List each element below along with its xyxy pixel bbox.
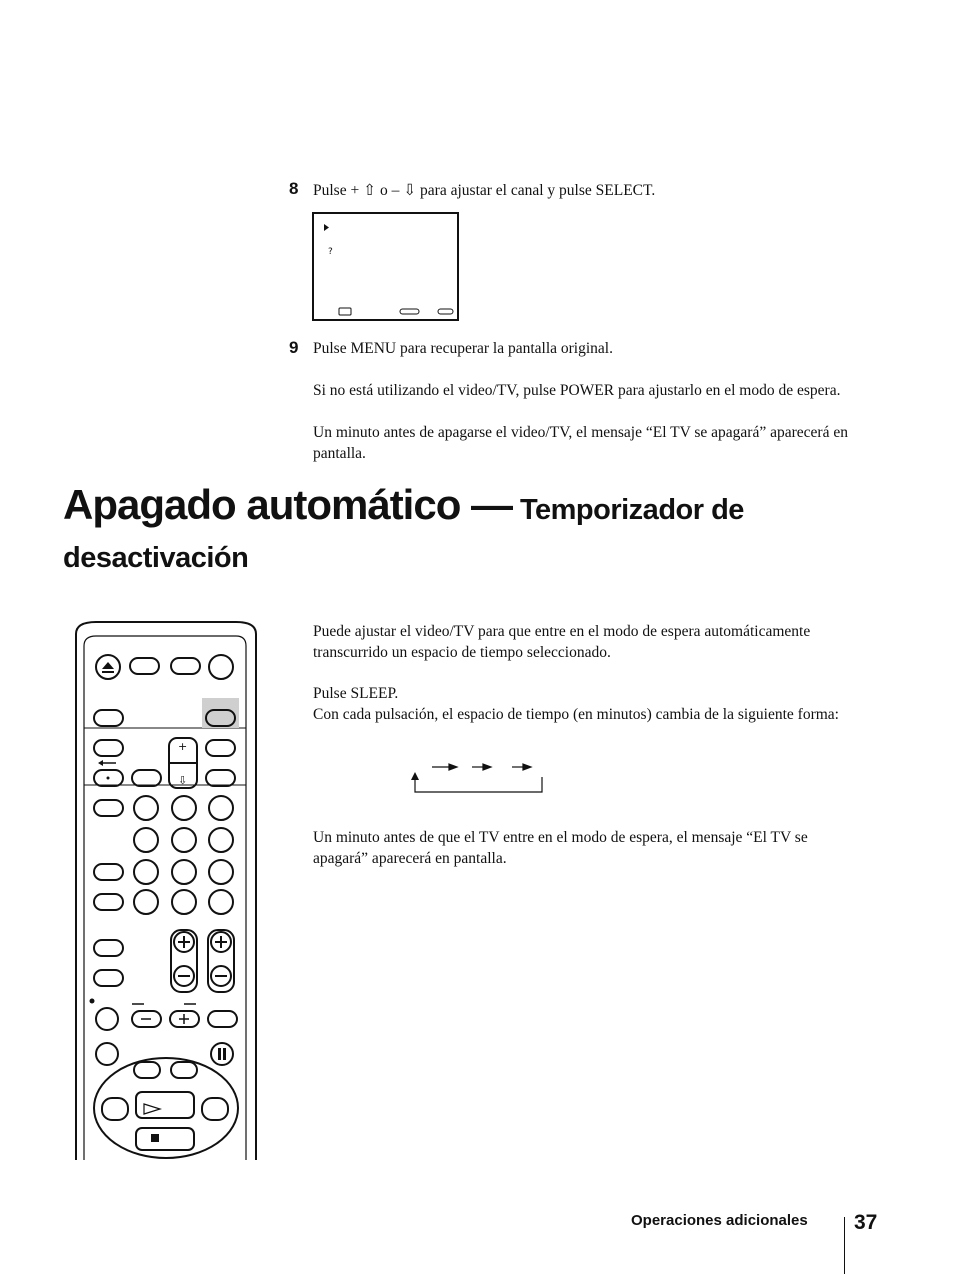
- step-9-note-power: Si no está utilizando el video/TV, pulse POWER para ajustarlo en el modo de espera.: [313, 382, 841, 399]
- svg-text:⇩: ⇩: [178, 774, 188, 787]
- sleep-warning-text: Un minuto antes de que el TV entre en el modo de espera, el mensaje “El TV se apagará” aparecerá en pantalla.: [313, 829, 808, 867]
- step-9-text: Pulse MENU para recuperar la pantalla original.: [313, 340, 613, 357]
- remote-control-graphic: [74, 620, 258, 1160]
- sleep-explanation: Con cada pulsación, el espacio de tiempo (en minutos) cambia de la siguiente forma:: [313, 706, 839, 723]
- cursor-arrow-icon: [324, 224, 329, 231]
- sleep-intro-text: Puede ajustar el video/TV para que entre en el modo de espera automáticamente transcurrido un espacio de tiempo seleccionado.: [313, 623, 811, 661]
- footer-page-number: 37: [854, 1211, 878, 1234]
- sleep-cycle-arrow-icon: [405, 756, 550, 796]
- sleep-cycle-arrows: [405, 756, 550, 796]
- step-9-number: 9: [289, 338, 299, 357]
- section-title-sub: Temporizador de desactivación: [63, 494, 744, 574]
- sleep-instruction: Pulse SLEEP.: [313, 685, 399, 702]
- step-8-text: Pulse + ⇧ o – ⇩ para ajustar el canal y pulse SELECT.: [313, 182, 656, 199]
- screen-slot-2: [438, 309, 453, 314]
- svg-text:+: +: [178, 740, 188, 753]
- section-title: [63, 482, 863, 581]
- screen-slot-1: [400, 309, 419, 314]
- screen-glyph: ?: [328, 247, 333, 257]
- screen-indicator: [339, 308, 351, 315]
- footer-divider: [844, 1217, 845, 1274]
- tv-screen-illustration: [312, 212, 459, 321]
- step-9-note-message: Un minuto antes de apagarse el video/TV, el mensaje “El TV se apagará” aparecerá en pantalla.: [313, 424, 848, 462]
- tv-screen-graphic: [314, 214, 457, 319]
- step-8-number: 8: [289, 179, 299, 198]
- remote-control-illustration: [74, 620, 258, 1160]
- section-title-main: Apagado automático —: [63, 481, 513, 528]
- footer-section-name: Operaciones adicionales: [631, 1212, 808, 1229]
